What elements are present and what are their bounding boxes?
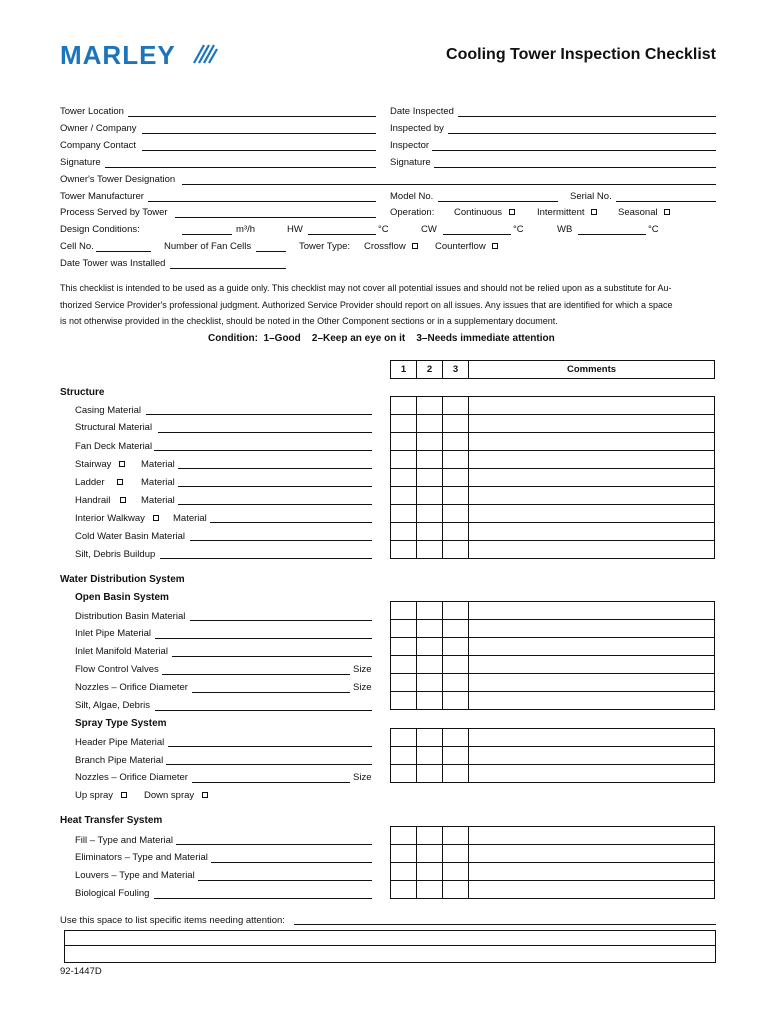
continuous-option[interactable] <box>454 207 515 218</box>
flow-rate-field[interactable] <box>182 234 232 235</box>
casing-field[interactable] <box>146 414 372 415</box>
wb-field[interactable] <box>578 234 646 235</box>
disclaimer-line-1: This checklist is intended to be used as a guide only. This checklist may not cover all potential issues and should not be relied upon as a substitute for Au- <box>60 283 672 293</box>
fan-deck-label: Fan Deck Material <box>75 441 153 452</box>
table-row[interactable] <box>391 638 715 656</box>
table-row[interactable] <box>391 415 715 433</box>
ladder-checkbox[interactable] <box>117 479 123 485</box>
table-row[interactable] <box>391 451 715 469</box>
date-installed-field[interactable] <box>170 268 286 269</box>
nozzles2-size-label: Size <box>353 772 372 783</box>
up-spray-label: Up spray <box>75 790 114 801</box>
eliminators-field[interactable] <box>211 862 372 863</box>
up-spray-option[interactable] <box>75 790 127 801</box>
silt-algae-label: Silt, Algae, Debris <box>75 700 150 711</box>
company-contact-label: Company Contact <box>60 140 137 151</box>
heat-transfer-rating-table[interactable] <box>390 826 715 899</box>
ladder-label: Ladder <box>75 477 105 488</box>
table-row[interactable] <box>391 487 715 505</box>
inspected-by-field[interactable] <box>448 133 716 134</box>
inlet-pipe-label: Inlet Pipe Material <box>75 628 152 639</box>
fill-label: Fill – Type and Material <box>75 835 174 846</box>
structural-label: Structural Material <box>75 422 153 433</box>
serial-no-field[interactable] <box>616 201 716 202</box>
table-row[interactable] <box>391 469 715 487</box>
down-spray-option[interactable] <box>144 790 208 801</box>
table-row[interactable] <box>391 505 715 523</box>
inlet-manifold-field[interactable] <box>172 656 372 657</box>
cw-unit: °C <box>513 224 524 235</box>
down-spray-label: Down spray <box>144 790 195 801</box>
ladder-material-label: Material <box>141 477 175 488</box>
seasonal-checkbox[interactable] <box>664 209 670 215</box>
handrail-material-label: Material <box>141 495 175 506</box>
operation-label: Operation: <box>390 207 435 218</box>
counterflow-label: Counterflow <box>435 241 486 252</box>
tower-type-label: Tower Type: <box>299 241 351 252</box>
interior-walkway-checkbox[interactable] <box>153 515 159 521</box>
attention-field[interactable] <box>294 924 716 925</box>
table-row[interactable] <box>391 881 715 899</box>
silt-algae-field[interactable] <box>155 710 372 711</box>
interior-walkway-option[interactable] <box>75 513 159 524</box>
col-header-3: 3 <box>443 361 469 379</box>
cw-label: CW <box>421 224 437 235</box>
attention-box[interactable] <box>64 930 716 963</box>
spray-type-heading: Spray Type System <box>75 718 167 729</box>
ladder-material-field[interactable] <box>178 486 372 487</box>
table-row[interactable] <box>391 602 715 620</box>
hw-field[interactable] <box>308 234 376 235</box>
walkway-material-label: Material <box>173 513 207 524</box>
crossflow-label: Crossflow <box>364 241 406 252</box>
model-no-field[interactable] <box>438 201 558 202</box>
structure-rating-table[interactable] <box>390 396 715 559</box>
inlet-manifold-label: Inlet Manifold Material <box>75 646 168 657</box>
owner-company-field[interactable] <box>142 133 376 134</box>
process-served-label: Process Served by Tower <box>60 207 168 218</box>
tower-manufacturer-field[interactable] <box>148 201 376 202</box>
hw-label: HW <box>287 224 303 235</box>
seasonal-label: Seasonal <box>618 207 658 218</box>
owner-company-label: Owner / Company <box>60 123 137 134</box>
date-installed-label: Date Tower was Installed <box>60 258 166 269</box>
structural-field[interactable] <box>158 432 372 433</box>
nozzles2-label: Nozzles – Orifice Diameter <box>75 772 188 783</box>
hw-unit: °C <box>378 224 389 235</box>
interior-walkway-label: Interior Walkway <box>75 513 145 524</box>
date-inspected-label: Date Inspected <box>390 106 454 117</box>
date-inspected-field[interactable] <box>458 116 716 117</box>
logo-text: MARLEY <box>60 40 176 70</box>
tower-location-label: Tower Location <box>60 106 124 117</box>
cold-water-basin-label: Cold Water Basin Material <box>75 531 185 542</box>
cold-water-basin-field[interactable] <box>190 540 372 541</box>
table-row[interactable] <box>391 729 715 747</box>
table-row[interactable] <box>391 863 715 881</box>
continuous-checkbox[interactable] <box>509 209 515 215</box>
stairway-material-label: Material <box>141 459 175 470</box>
logo-mark-icon <box>192 43 218 65</box>
table-row[interactable] <box>391 845 715 863</box>
fan-cells-field[interactable] <box>256 251 286 252</box>
flow-valves-label: Flow Control Valves <box>75 664 159 675</box>
signature-right-label: Signature <box>390 157 431 168</box>
counterflow-checkbox[interactable] <box>492 243 498 249</box>
form-number: 92-1447D <box>60 966 102 977</box>
crossflow-checkbox[interactable] <box>412 243 418 249</box>
col-header-comments: Comments <box>469 361 715 379</box>
wb-unit: °C <box>648 224 659 235</box>
fan-deck-field[interactable] <box>154 450 372 451</box>
dist-basin-label: Distribution Basin Material <box>75 611 186 622</box>
owners-designation-field[interactable] <box>182 184 716 185</box>
spray-type-rating-table[interactable] <box>390 728 715 783</box>
condition-legend: Condition: 1–Good 2–Keep an eye on it 3–Needs immediate attention <box>208 333 555 344</box>
handrail-material-field[interactable] <box>178 504 372 505</box>
signature-field[interactable] <box>105 167 376 168</box>
attention-label: Use this space to list specific items needing attention: <box>60 915 285 926</box>
process-served-field[interactable] <box>175 217 376 218</box>
column-header-table <box>390 360 715 379</box>
bio-fouling-field[interactable] <box>154 898 372 899</box>
disclaimer <box>60 280 720 330</box>
col-header-1: 1 <box>391 361 417 379</box>
table-row[interactable] <box>391 523 715 541</box>
stairway-checkbox[interactable] <box>119 461 125 467</box>
table-row[interactable] <box>391 656 715 674</box>
inlet-pipe-field[interactable] <box>155 638 372 639</box>
inspected-by-label: Inspected by <box>390 123 444 134</box>
nozzles-field[interactable] <box>192 692 350 693</box>
intermittent-checkbox[interactable] <box>591 209 597 215</box>
intermittent-option[interactable] <box>537 207 597 218</box>
handrail-checkbox[interactable] <box>120 497 126 503</box>
header-pipe-field[interactable] <box>168 746 372 747</box>
col-header-2: 2 <box>417 361 443 379</box>
signature-label: Signature <box>60 157 101 168</box>
flow-valves-size-label: Size <box>353 664 372 675</box>
disclaimer-line-3: is not otherwise provided in the checklist, should be noted in the Other Component sections or in a supplementary document. <box>60 316 558 326</box>
inspector-label: Inspector <box>390 140 430 151</box>
stairway-label: Stairway <box>75 459 112 470</box>
water-distribution-heading: Water Distribution System <box>60 574 185 585</box>
table-row[interactable] <box>391 541 715 559</box>
ladder-option[interactable] <box>75 477 123 488</box>
table-row[interactable] <box>391 433 715 451</box>
inspector-field[interactable] <box>432 150 716 151</box>
cell-no-field[interactable] <box>96 251 151 252</box>
disclaimer-line-2: thorized Service Provider's professional judgment. Authorized Service Provider should report on all issues. Any issues that are identified for which a space <box>60 299 673 310</box>
page-title: Cooling Tower Inspection Checklist <box>446 46 716 63</box>
tower-manufacturer-label: Tower Manufacturer <box>60 191 144 202</box>
table-row[interactable] <box>391 765 715 783</box>
table-row[interactable] <box>391 620 715 638</box>
tower-location-field[interactable] <box>128 116 376 117</box>
silt-debris-field[interactable] <box>160 558 372 559</box>
counterflow-option[interactable] <box>435 241 498 252</box>
branch-pipe-label: Branch Pipe Material <box>75 755 164 766</box>
casing-label: Casing Material <box>75 405 141 416</box>
attention-divider <box>65 945 715 946</box>
flow-unit: m³/h <box>236 224 255 235</box>
company-contact-field[interactable] <box>142 150 376 151</box>
table-row[interactable] <box>391 747 715 765</box>
nozzles-label: Nozzles – Orifice Diameter <box>75 682 188 693</box>
cell-no-label: Cell No. <box>60 241 94 252</box>
handrail-option[interactable] <box>75 495 126 506</box>
handrail-label: Handrail <box>75 495 111 506</box>
stairway-option[interactable] <box>75 459 125 470</box>
dist-basin-field[interactable] <box>190 620 372 621</box>
fan-cells-label: Number of Fan Cells <box>164 241 252 252</box>
logo <box>60 40 176 68</box>
seasonal-option[interactable] <box>618 207 670 218</box>
table-row[interactable] <box>391 674 715 692</box>
silt-debris-label: Silt, Debris Buildup <box>75 549 156 560</box>
cw-field[interactable] <box>443 234 511 235</box>
flow-valves-field[interactable] <box>162 674 350 675</box>
wb-label: WB <box>557 224 573 235</box>
branch-pipe-field[interactable] <box>166 764 372 765</box>
header-pipe-label: Header Pipe Material <box>75 737 165 748</box>
louvers-label: Louvers – Type and Material <box>75 870 195 881</box>
owners-designation-label: Owner's Tower Designation <box>60 174 176 185</box>
table-row[interactable] <box>391 827 715 845</box>
louvers-field[interactable] <box>198 880 372 881</box>
up-spray-checkbox[interactable] <box>121 792 127 798</box>
model-no-label: Model No. <box>390 191 434 202</box>
bio-fouling-label: Biological Fouling <box>75 888 150 899</box>
open-basin-rating-table[interactable] <box>390 601 715 710</box>
table-row[interactable] <box>391 397 715 415</box>
heat-transfer-heading: Heat Transfer System <box>60 815 163 826</box>
crossflow-option[interactable] <box>364 241 418 252</box>
table-row[interactable] <box>391 692 715 710</box>
nozzles-size-label: Size <box>353 682 372 693</box>
serial-no-label: Serial No. <box>570 191 612 202</box>
open-basin-heading: Open Basin System <box>75 592 169 603</box>
walkway-material-field[interactable] <box>210 522 372 523</box>
down-spray-checkbox[interactable] <box>202 792 208 798</box>
structure-heading: Structure <box>60 387 105 398</box>
fill-field[interactable] <box>176 844 372 845</box>
design-conditions-label: Design Conditions: <box>60 224 140 235</box>
stairway-material-field[interactable] <box>178 468 372 469</box>
nozzles2-field[interactable] <box>192 782 350 783</box>
intermittent-label: Intermittent <box>537 207 585 218</box>
eliminators-label: Eliminators – Type and Material <box>75 852 208 863</box>
continuous-label: Continuous <box>454 207 503 218</box>
signature-right-field[interactable] <box>434 167 716 168</box>
